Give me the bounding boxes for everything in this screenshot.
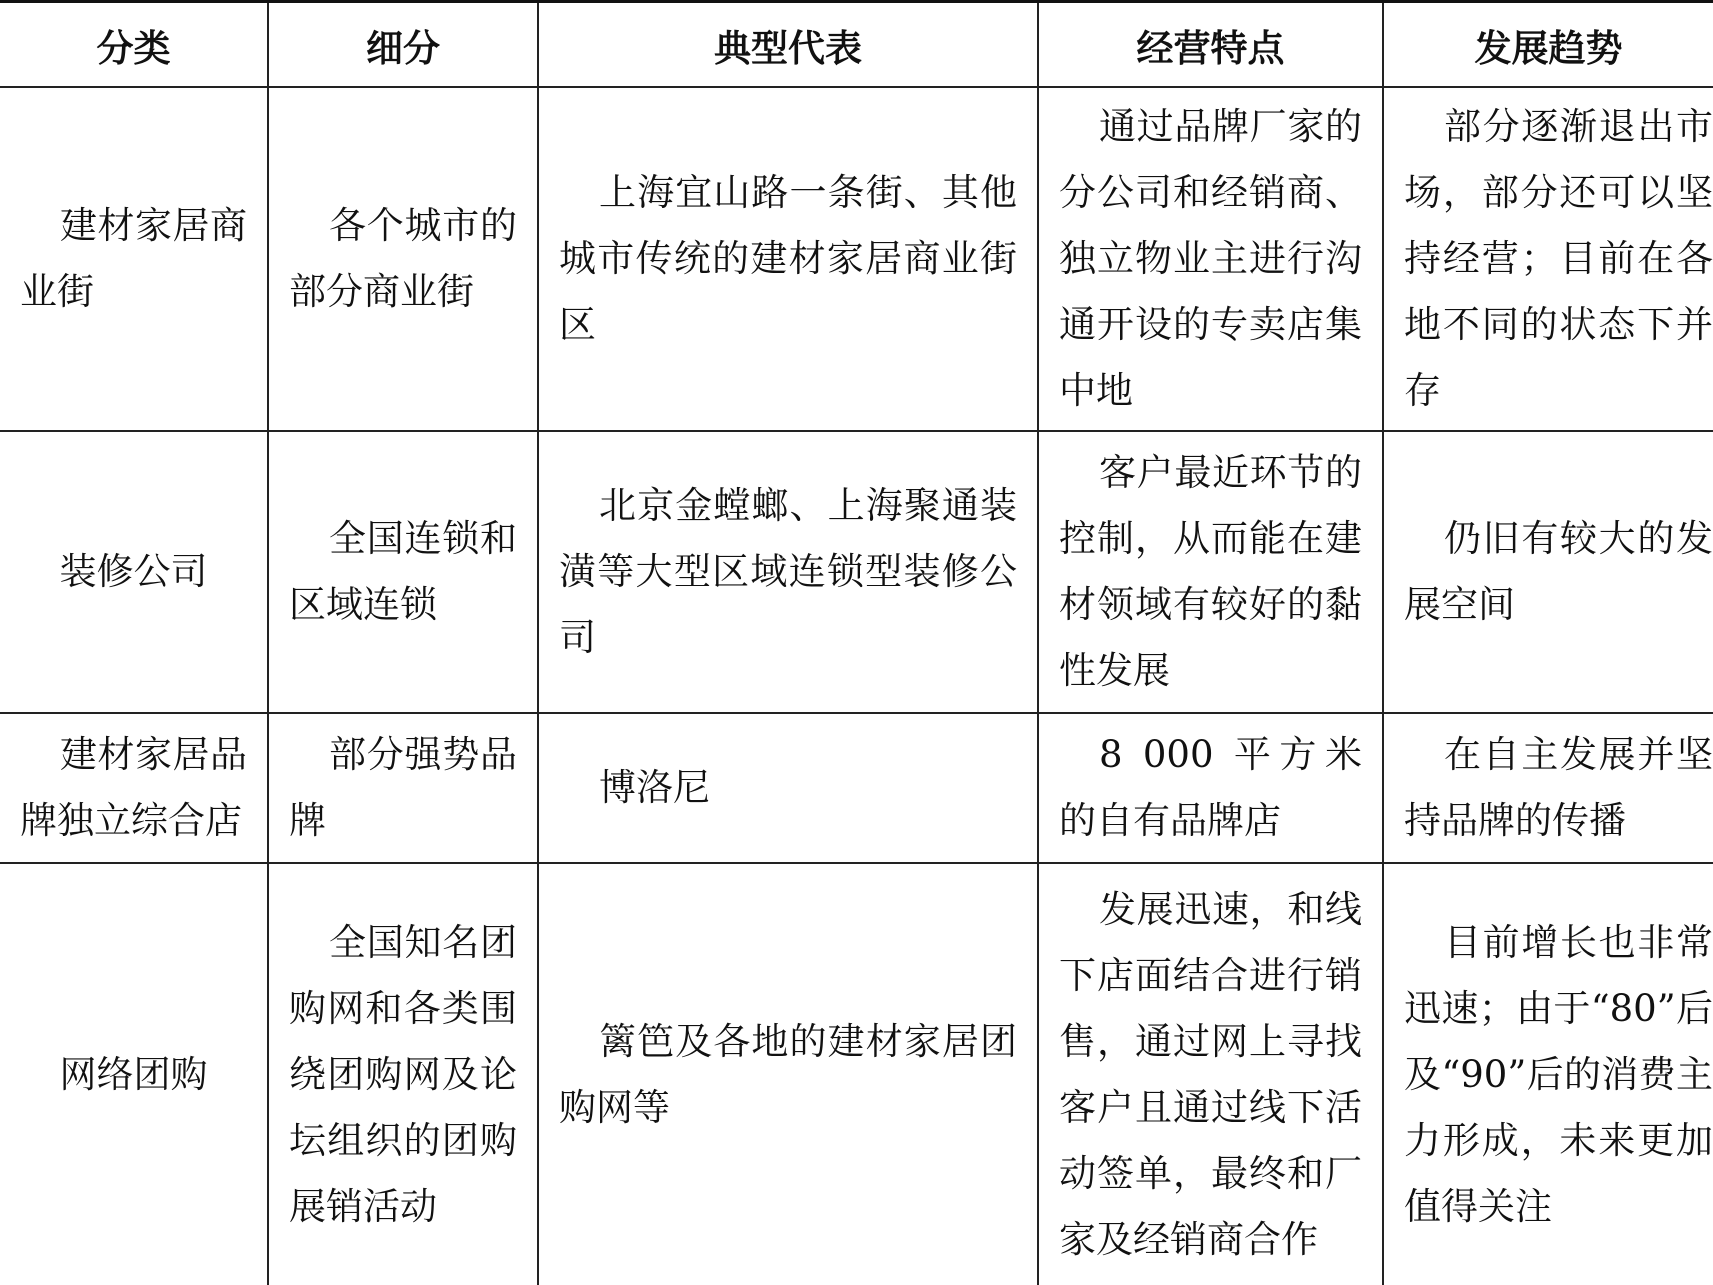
header-subdivision: 细分 <box>268 2 538 88</box>
table-row <box>0 431 1713 713</box>
cell-subdivision: 全国知名团购网和各类围绕团购网及论坛组织的团购展销活动 <box>268 863 538 1285</box>
cell-features: 客户最近环节的控制，从而能在建材领域有较好的黏性发展 <box>1038 431 1383 713</box>
header-representative: 典型代表 <box>538 2 1038 88</box>
cell-representative: 北京金螳螂、上海聚通装潢等大型区域连锁型装修公司 <box>538 431 1038 713</box>
cell-subdivision: 全国连锁和区域连锁 <box>268 431 538 713</box>
cell-trend: 部分逐渐退出市场，部分还可以坚持经营；目前在各地不同的状态下并存 <box>1383 87 1713 431</box>
header-trend: 发展趋势 <box>1383 2 1713 88</box>
table-row <box>0 713 1713 863</box>
table-row <box>0 863 1713 1285</box>
cell-trend: 目前增长也非常迅速；由于“80”后及“90”后的消费主力形成，未来更加值得关注 <box>1383 863 1713 1285</box>
cell-features: 8 000 平方米的自有品牌店 <box>1038 713 1383 863</box>
cell-category: 建材家居品牌独立综合店 <box>0 713 268 863</box>
header-features: 经营特点 <box>1038 2 1383 88</box>
cell-category: 建材家居商业街 <box>0 87 268 431</box>
table-row <box>0 87 1713 431</box>
table-header-row <box>0 2 1713 88</box>
cell-trend: 在自主发展并坚持品牌的传播 <box>1383 713 1713 863</box>
cell-category: 网络团购 <box>0 863 268 1285</box>
cell-features: 通过品牌厂家的分公司和经销商、独立物业主进行沟通开设的专卖店集中地 <box>1038 87 1383 431</box>
cell-subdivision: 部分强势品牌 <box>268 713 538 863</box>
cell-category: 装修公司 <box>0 431 268 713</box>
cell-features: 发展迅速，和线下店面结合进行销售，通过网上寻找客户且通过线下活动签单，最终和厂家及经销商合作 <box>1038 863 1383 1285</box>
cell-trend: 仍旧有较大的发展空间 <box>1383 431 1713 713</box>
header-category: 分类 <box>0 2 268 88</box>
cell-representative: 博洛尼 <box>538 713 1038 863</box>
cell-subdivision: 各个城市的部分商业街 <box>268 87 538 431</box>
cell-representative: 上海宜山路一条街、其他城市传统的建材家居商业街区 <box>538 87 1038 431</box>
cell-representative: 篱笆及各地的建材家居团购网等 <box>538 863 1038 1285</box>
